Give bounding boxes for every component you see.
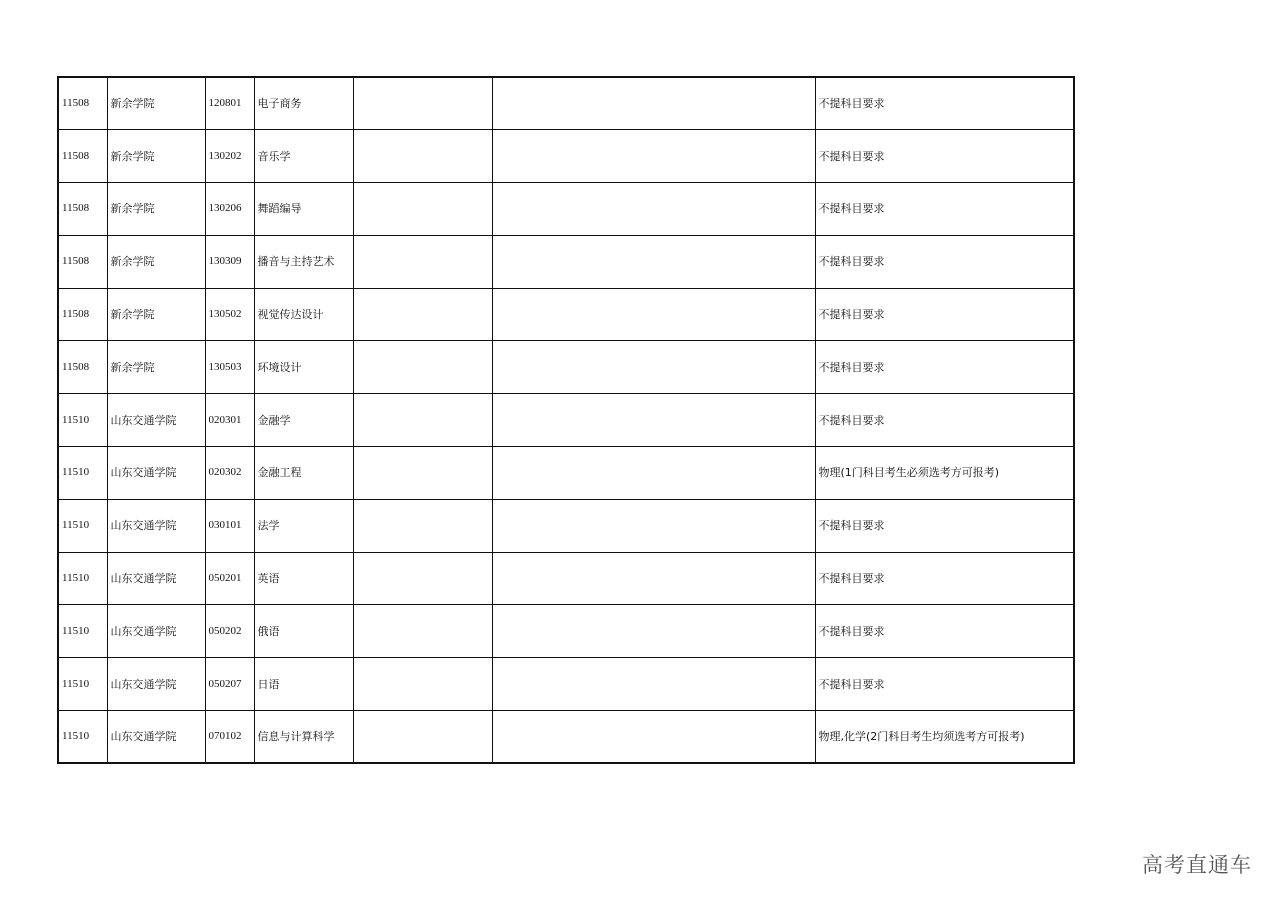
school-name-cell: 山东交通学院	[107, 447, 205, 500]
major-code-cell: 130503	[205, 341, 254, 394]
major-name-cell: 视觉传达设计	[254, 288, 353, 341]
table-row	[58, 711, 1074, 764]
major-name-cell: 电子商务	[254, 77, 353, 130]
subject-requirement-cell: 物理,化学(2门科目考生均须选考方可报考)	[815, 711, 1074, 764]
major-code-cell: 130202	[205, 130, 254, 183]
major-code-cell: 130502	[205, 288, 254, 341]
empty-cell	[353, 605, 492, 658]
major-code-cell: 070102	[205, 711, 254, 764]
empty-cell	[492, 499, 815, 552]
major-name-cell: 播音与主持艺术	[254, 235, 353, 288]
subject-requirement-cell: 不提科目要求	[815, 130, 1074, 183]
subject-requirement-cell: 不提科目要求	[815, 235, 1074, 288]
table-row	[58, 605, 1074, 658]
major-code-cell: 130206	[205, 183, 254, 236]
empty-cell	[492, 658, 815, 711]
table-row	[58, 183, 1074, 236]
school-name-cell: 新余学院	[107, 183, 205, 236]
school-name-cell: 新余学院	[107, 77, 205, 130]
major-name-cell: 日语	[254, 658, 353, 711]
empty-cell	[353, 183, 492, 236]
school-name-cell: 新余学院	[107, 341, 205, 394]
table-row	[58, 499, 1074, 552]
school-code-cell: 11510	[58, 552, 107, 605]
major-code-cell: 020302	[205, 447, 254, 500]
empty-cell	[492, 711, 815, 764]
subject-requirement-cell: 不提科目要求	[815, 288, 1074, 341]
school-code-cell: 11508	[58, 183, 107, 236]
subject-requirement-cell: 不提科目要求	[815, 499, 1074, 552]
subject-requirement-cell: 不提科目要求	[815, 394, 1074, 447]
table-row	[58, 288, 1074, 341]
school-name-cell: 新余学院	[107, 130, 205, 183]
empty-cell	[492, 341, 815, 394]
school-name-cell: 山东交通学院	[107, 658, 205, 711]
empty-cell	[492, 552, 815, 605]
table-row	[58, 77, 1074, 130]
subject-requirement-cell: 不提科目要求	[815, 552, 1074, 605]
empty-cell	[353, 499, 492, 552]
empty-cell	[353, 235, 492, 288]
school-code-cell: 11510	[58, 711, 107, 764]
subject-requirement-cell: 不提科目要求	[815, 341, 1074, 394]
subject-requirement-cell: 不提科目要求	[815, 605, 1074, 658]
table-row	[58, 341, 1074, 394]
empty-cell	[353, 130, 492, 183]
table-row	[58, 235, 1074, 288]
major-name-cell: 英语	[254, 552, 353, 605]
table-body	[58, 77, 1074, 763]
major-code-cell: 030101	[205, 499, 254, 552]
major-name-cell: 金融工程	[254, 447, 353, 500]
school-name-cell: 新余学院	[107, 235, 205, 288]
school-code-cell: 11510	[58, 658, 107, 711]
empty-cell	[492, 394, 815, 447]
school-code-cell: 11510	[58, 447, 107, 500]
school-name-cell: 山东交通学院	[107, 552, 205, 605]
school-code-cell: 11510	[58, 499, 107, 552]
major-code-cell: 130309	[205, 235, 254, 288]
major-name-cell: 音乐学	[254, 130, 353, 183]
empty-cell	[353, 658, 492, 711]
school-code-cell: 11510	[58, 394, 107, 447]
school-code-cell: 11508	[58, 288, 107, 341]
subject-requirement-cell: 不提科目要求	[815, 658, 1074, 711]
school-name-cell: 山东交通学院	[107, 711, 205, 764]
empty-cell	[492, 605, 815, 658]
major-code-cell: 050201	[205, 552, 254, 605]
major-name-cell: 俄语	[254, 605, 353, 658]
subject-requirement-cell: 不提科目要求	[815, 77, 1074, 130]
major-name-cell: 舞蹈编导	[254, 183, 353, 236]
school-code-cell: 11508	[58, 130, 107, 183]
school-code-cell: 11508	[58, 77, 107, 130]
school-code-cell: 11510	[58, 605, 107, 658]
table-row	[58, 658, 1074, 711]
table-row	[58, 130, 1074, 183]
major-code-cell: 120801	[205, 77, 254, 130]
major-code-cell: 050207	[205, 658, 254, 711]
major-code-cell: 020301	[205, 394, 254, 447]
table-row	[58, 447, 1074, 500]
major-code-cell: 050202	[205, 605, 254, 658]
major-name-cell: 环境设计	[254, 341, 353, 394]
empty-cell	[353, 447, 492, 500]
school-name-cell: 山东交通学院	[107, 605, 205, 658]
school-name-cell: 新余学院	[107, 288, 205, 341]
empty-cell	[492, 77, 815, 130]
major-name-cell: 法学	[254, 499, 353, 552]
school-name-cell: 山东交通学院	[107, 394, 205, 447]
watermark: 高考直通车	[1142, 853, 1252, 877]
school-name-cell: 山东交通学院	[107, 499, 205, 552]
empty-cell	[492, 183, 815, 236]
subject-requirements-table	[57, 76, 1075, 764]
empty-cell	[492, 447, 815, 500]
empty-cell	[492, 288, 815, 341]
major-name-cell: 金融学	[254, 394, 353, 447]
empty-cell	[353, 288, 492, 341]
empty-cell	[353, 552, 492, 605]
table-row	[58, 552, 1074, 605]
empty-cell	[492, 130, 815, 183]
empty-cell	[353, 394, 492, 447]
subject-requirement-cell: 物理(1门科目考生必须选考方可报考)	[815, 447, 1074, 500]
empty-cell	[353, 711, 492, 764]
table-row	[58, 394, 1074, 447]
school-code-cell: 11508	[58, 235, 107, 288]
empty-cell	[353, 77, 492, 130]
subject-requirement-cell: 不提科目要求	[815, 183, 1074, 236]
empty-cell	[492, 235, 815, 288]
empty-cell	[353, 341, 492, 394]
major-name-cell: 信息与计算科学	[254, 711, 353, 764]
school-code-cell: 11508	[58, 341, 107, 394]
